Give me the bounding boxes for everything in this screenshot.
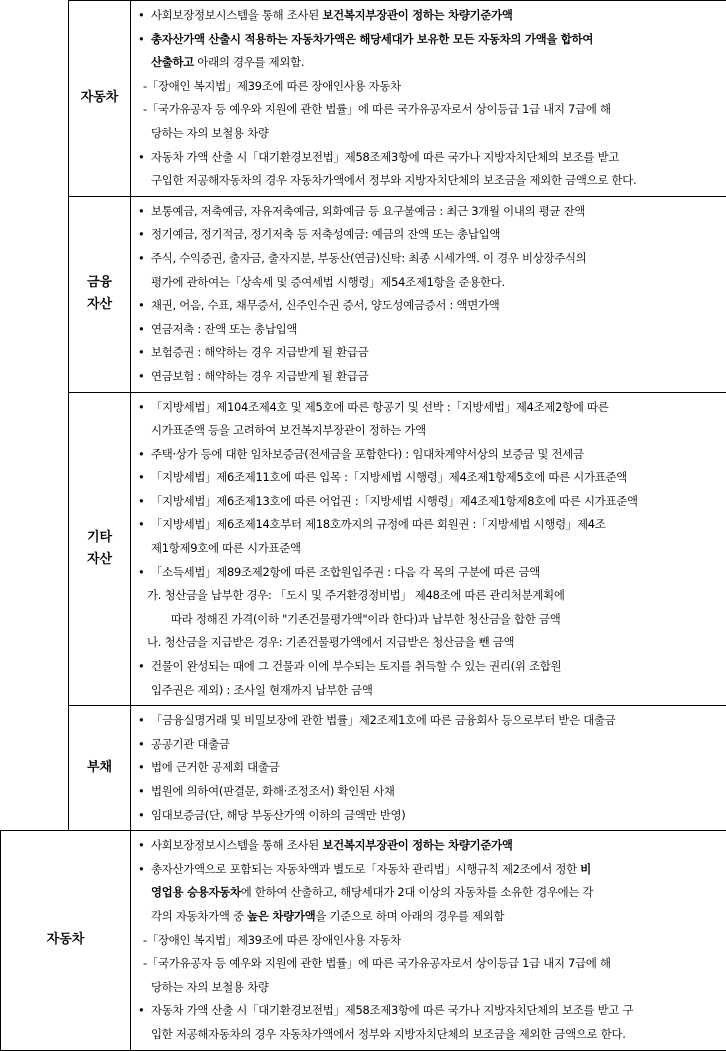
- bullet-item: [137, 804, 720, 828]
- text-line: [137, 905, 720, 929]
- text: 당하는 자의 보철용 차량: [151, 126, 269, 140]
- text: -「장애인 복지법」제39조에 따른 장애인사용 자동차: [143, 933, 401, 947]
- bullet-item: [137, 443, 720, 467]
- text-line: [137, 679, 720, 703]
- row-car-1: [1, 1, 726, 197]
- label-debt: [69, 706, 131, 831]
- section-label-line: 부채: [69, 757, 130, 779]
- label-car-1: [69, 1, 131, 197]
- text: 따라 정해진 가격(이하 "기존건물평가액"이라 한다)과 납부한 청산금을 합한 금액: [171, 612, 560, 626]
- bullet-item: [137, 733, 720, 757]
- row-debt: [1, 706, 726, 831]
- text: 보험증권 : 해약하는 경우 지급받게 될 환급금: [151, 345, 368, 359]
- text: 자동차 가액 산출 시「대기환경보전법」제58조제3항에 따른 국가나 지방자치단체의 보조를 받고 구: [151, 1003, 633, 1017]
- bullet-item: [137, 490, 720, 514]
- text: 사회보장정보시스템을 통해 조사된: [151, 8, 322, 22]
- section-label-line: 금융: [69, 272, 130, 294]
- text-line: [137, 122, 720, 146]
- bold-text: 보건복지부장관이 정하는 차량기준가액: [322, 8, 512, 22]
- bold-text: 보건복지부장관이 정하는 차량기준가액: [322, 838, 512, 852]
- text-line: [137, 881, 720, 905]
- bullet-item: [137, 709, 720, 733]
- text-line: [137, 976, 720, 1000]
- bullet-item: [137, 146, 720, 170]
- bullet-item: [137, 396, 720, 420]
- text: 입한 저공해자동차의 경우 자동차가액에서 정부와 지방자치단체의 보조금을 제외한 금액으로 한다.: [151, 1027, 626, 1041]
- bold-text: 높은 차량가액: [247, 909, 315, 923]
- text: 연금보험 : 해약하는 경우 지급받게 될 환급금: [151, 369, 368, 383]
- bold-text: 비: [580, 862, 591, 876]
- text: 정기예금, 정기적금, 정기저축 등 저축성예금: 예금의 잔액 또는 총납입액: [151, 227, 500, 241]
- bold-text: 총자산가액 산출시 적용하는 자동차가액은 해당세대가 보유한 모든 자동차의 가액을 합하여: [151, 32, 593, 46]
- text-line: [137, 271, 720, 295]
- text-line: [137, 952, 720, 976]
- bullet-item: [137, 341, 720, 365]
- text-line: [137, 584, 720, 608]
- bullet-item: [137, 999, 720, 1023]
- section-label-line: 자동차: [69, 87, 130, 109]
- bullet-item: [137, 655, 720, 679]
- row-finance: [1, 196, 726, 392]
- text: 에 한하여 산출하고, 해당세대가 2대 이상의 자동차를 소유한 경우에는 각: [241, 885, 594, 899]
- text: 연금저축 : 잔액 또는 총납입액: [151, 322, 297, 336]
- text-line: [137, 537, 720, 561]
- text: 아래의 경우를 제외함.: [194, 55, 304, 69]
- text: 각의 자동차가액 중: [151, 909, 247, 923]
- bullet-item: [137, 294, 720, 318]
- bullet-item: [137, 365, 720, 389]
- row-car-2: [1, 831, 726, 1050]
- text: 공공기관 대출금: [151, 737, 230, 751]
- text: 시가표준액 등을 고려하여 보건복지부장관이 정하는 가액: [151, 423, 426, 437]
- text: 임대보증금(단, 해당 부동산가액 이하의 금액만 반영): [151, 808, 405, 822]
- text-line: [137, 631, 720, 655]
- text: -「국가유공자 등 예우와 지원에 관한 법률」에 따른 국가유공자로서 상이등급 1급 내지 7급에 해: [143, 102, 611, 116]
- bullet-item: [137, 561, 720, 585]
- text: 사회보장정보시스템을 통해 조사된: [151, 838, 322, 852]
- text: 총자산가액으로 포함되는 자동차액과 별도로「자동차 관리법」시행규칙 제2조에서 정한: [151, 862, 580, 876]
- text: 구입한 저공해자동차의 경우 자동차가액에서 정부와 지방자치단체의 보조금을 제외한 금액으로 한다.: [151, 173, 636, 187]
- text: 당하는 자의 보철용 차량: [151, 980, 269, 994]
- bullet-item: [137, 513, 720, 537]
- text-line: [137, 929, 720, 953]
- text-line: [137, 1023, 720, 1047]
- text: 법원에 의하여(판결문, 화해·조정조서) 확인된 사채: [151, 784, 395, 798]
- text: 법에 근거한 공제회 대출금: [151, 760, 279, 774]
- bullet-item: [137, 466, 720, 490]
- bullet-item: [137, 756, 720, 780]
- text-line: [137, 419, 720, 443]
- text: 「지방세법」제6조제13호에 따른 어업권 :「지방세법 시행령」제4조제1항제8호에 따른 시가표준액: [151, 494, 638, 508]
- text: 「소득세법」제89조제2항에 따른 조합원입주권 : 다음 각 목의 구분에 따른 금액: [151, 565, 540, 579]
- text-line: [137, 75, 720, 99]
- text: 건물이 완성되는 때에 그 건물과 이에 부수되는 토지를 취득할 수 있는 권리(위 조합원: [151, 659, 561, 673]
- text: 나. 청산금을 지급받은 경우: 기존건물평가액에서 지급받은 청산금을 뺀 금액: [147, 635, 514, 649]
- bullet-item: [137, 223, 720, 247]
- text: 「지방세법」제104조제4호 및 제5호에 따른 항공기 및 선박 :「지방세법」제4조제2항에 따른: [151, 400, 608, 414]
- label-other-assets: [69, 392, 131, 706]
- text: 평가에 관하여는「상속세 및 증여세법 시행령」제54조제1항을 준용한다.: [151, 275, 505, 289]
- bullet-item: [137, 834, 720, 858]
- text: -「장애인 복지법」제39조에 따른 장애인사용 자동차: [143, 79, 401, 93]
- bullet-item: [137, 247, 720, 271]
- bullet-item: [137, 200, 720, 224]
- section-label-line: 자산: [69, 549, 130, 571]
- bold-text: 산출하고: [151, 55, 194, 69]
- left-blank-column: [1, 1, 69, 831]
- text-line: [137, 98, 720, 122]
- bullet-item: [137, 780, 720, 804]
- content-other-assets: [131, 392, 726, 706]
- text-line: [137, 169, 720, 193]
- text: 「금융실명거래 및 비밀보장에 관한 법률」제2조제1호에 따른 금융회사 등으로부터 받은 대출금: [151, 713, 616, 727]
- content-debt: [131, 706, 726, 831]
- text: 제1항제9호에 따른 시가표준액: [151, 541, 301, 555]
- bullet-item: [137, 318, 720, 342]
- content-car-1: [131, 1, 726, 197]
- row-other-assets: [1, 392, 726, 706]
- bullet-item: [137, 28, 720, 52]
- bold-text: 영업용 승용자동차: [151, 885, 241, 899]
- text: 보통예금, 저축예금, 자유저축예금, 외화예금 등 요구불예금 : 최근 3개월 이내의 평균 잔액: [151, 204, 585, 218]
- text: 「지방세법」제6조제11호에 따른 입목 :「지방세법 시행령」제4조제1항제5호에 따른 시가표준액: [151, 470, 627, 484]
- text: 을 기준으로 하며 아래의 경우를 제외함: [315, 909, 504, 923]
- text: 가. 청산금을 납부한 경우: 「도시 및 주거환경정비법」 제48조에 따른 관리처분계획에: [147, 588, 565, 602]
- label-car-2: [1, 831, 131, 1050]
- content-car-2: [131, 831, 726, 1050]
- text: 자동차 가액 산출 시「대기환경보전법」제58조제3항에 따른 국가나 지방자치단체의 보조를 받고: [151, 150, 619, 164]
- text: 주식, 수익증권, 출자금, 출자지분, 부동산(연금)신탁: 최종 시세가액. 이 경우 비상장주식의: [151, 251, 587, 265]
- section-label-line: 자산: [69, 294, 130, 316]
- text: 주택·상가 등에 대한 임차보증금(전세금을 포함한다) : 임대차계약서상의 보증금 및 전세금: [151, 447, 584, 461]
- text: -「국가유공자 등 예우와 지원에 관한 법률」에 따른 국가유공자로서 상이등급 1급 내지 7급에 해: [143, 956, 611, 970]
- section-label-line: 자동차: [1, 929, 130, 951]
- content-finance: [131, 196, 726, 392]
- text-line: [137, 51, 720, 75]
- label-finance: [69, 196, 131, 392]
- bullet-item: [137, 858, 720, 882]
- text: 입주권은 제외) : 조사일 현재까지 납부한 금액: [151, 683, 373, 697]
- text: 「지방세법」제6조제14호부터 제18호까지의 규정에 따른 회원권 :「지방세법 시행령」제4조: [151, 517, 605, 531]
- text: 채권, 어음, 수표, 채무증서, 신주인수권 증서, 양도성예금증서 : 액면가액: [151, 298, 500, 312]
- section-label-line: 기타: [69, 527, 130, 549]
- text-line: [137, 608, 720, 632]
- bullet-item: [137, 4, 720, 28]
